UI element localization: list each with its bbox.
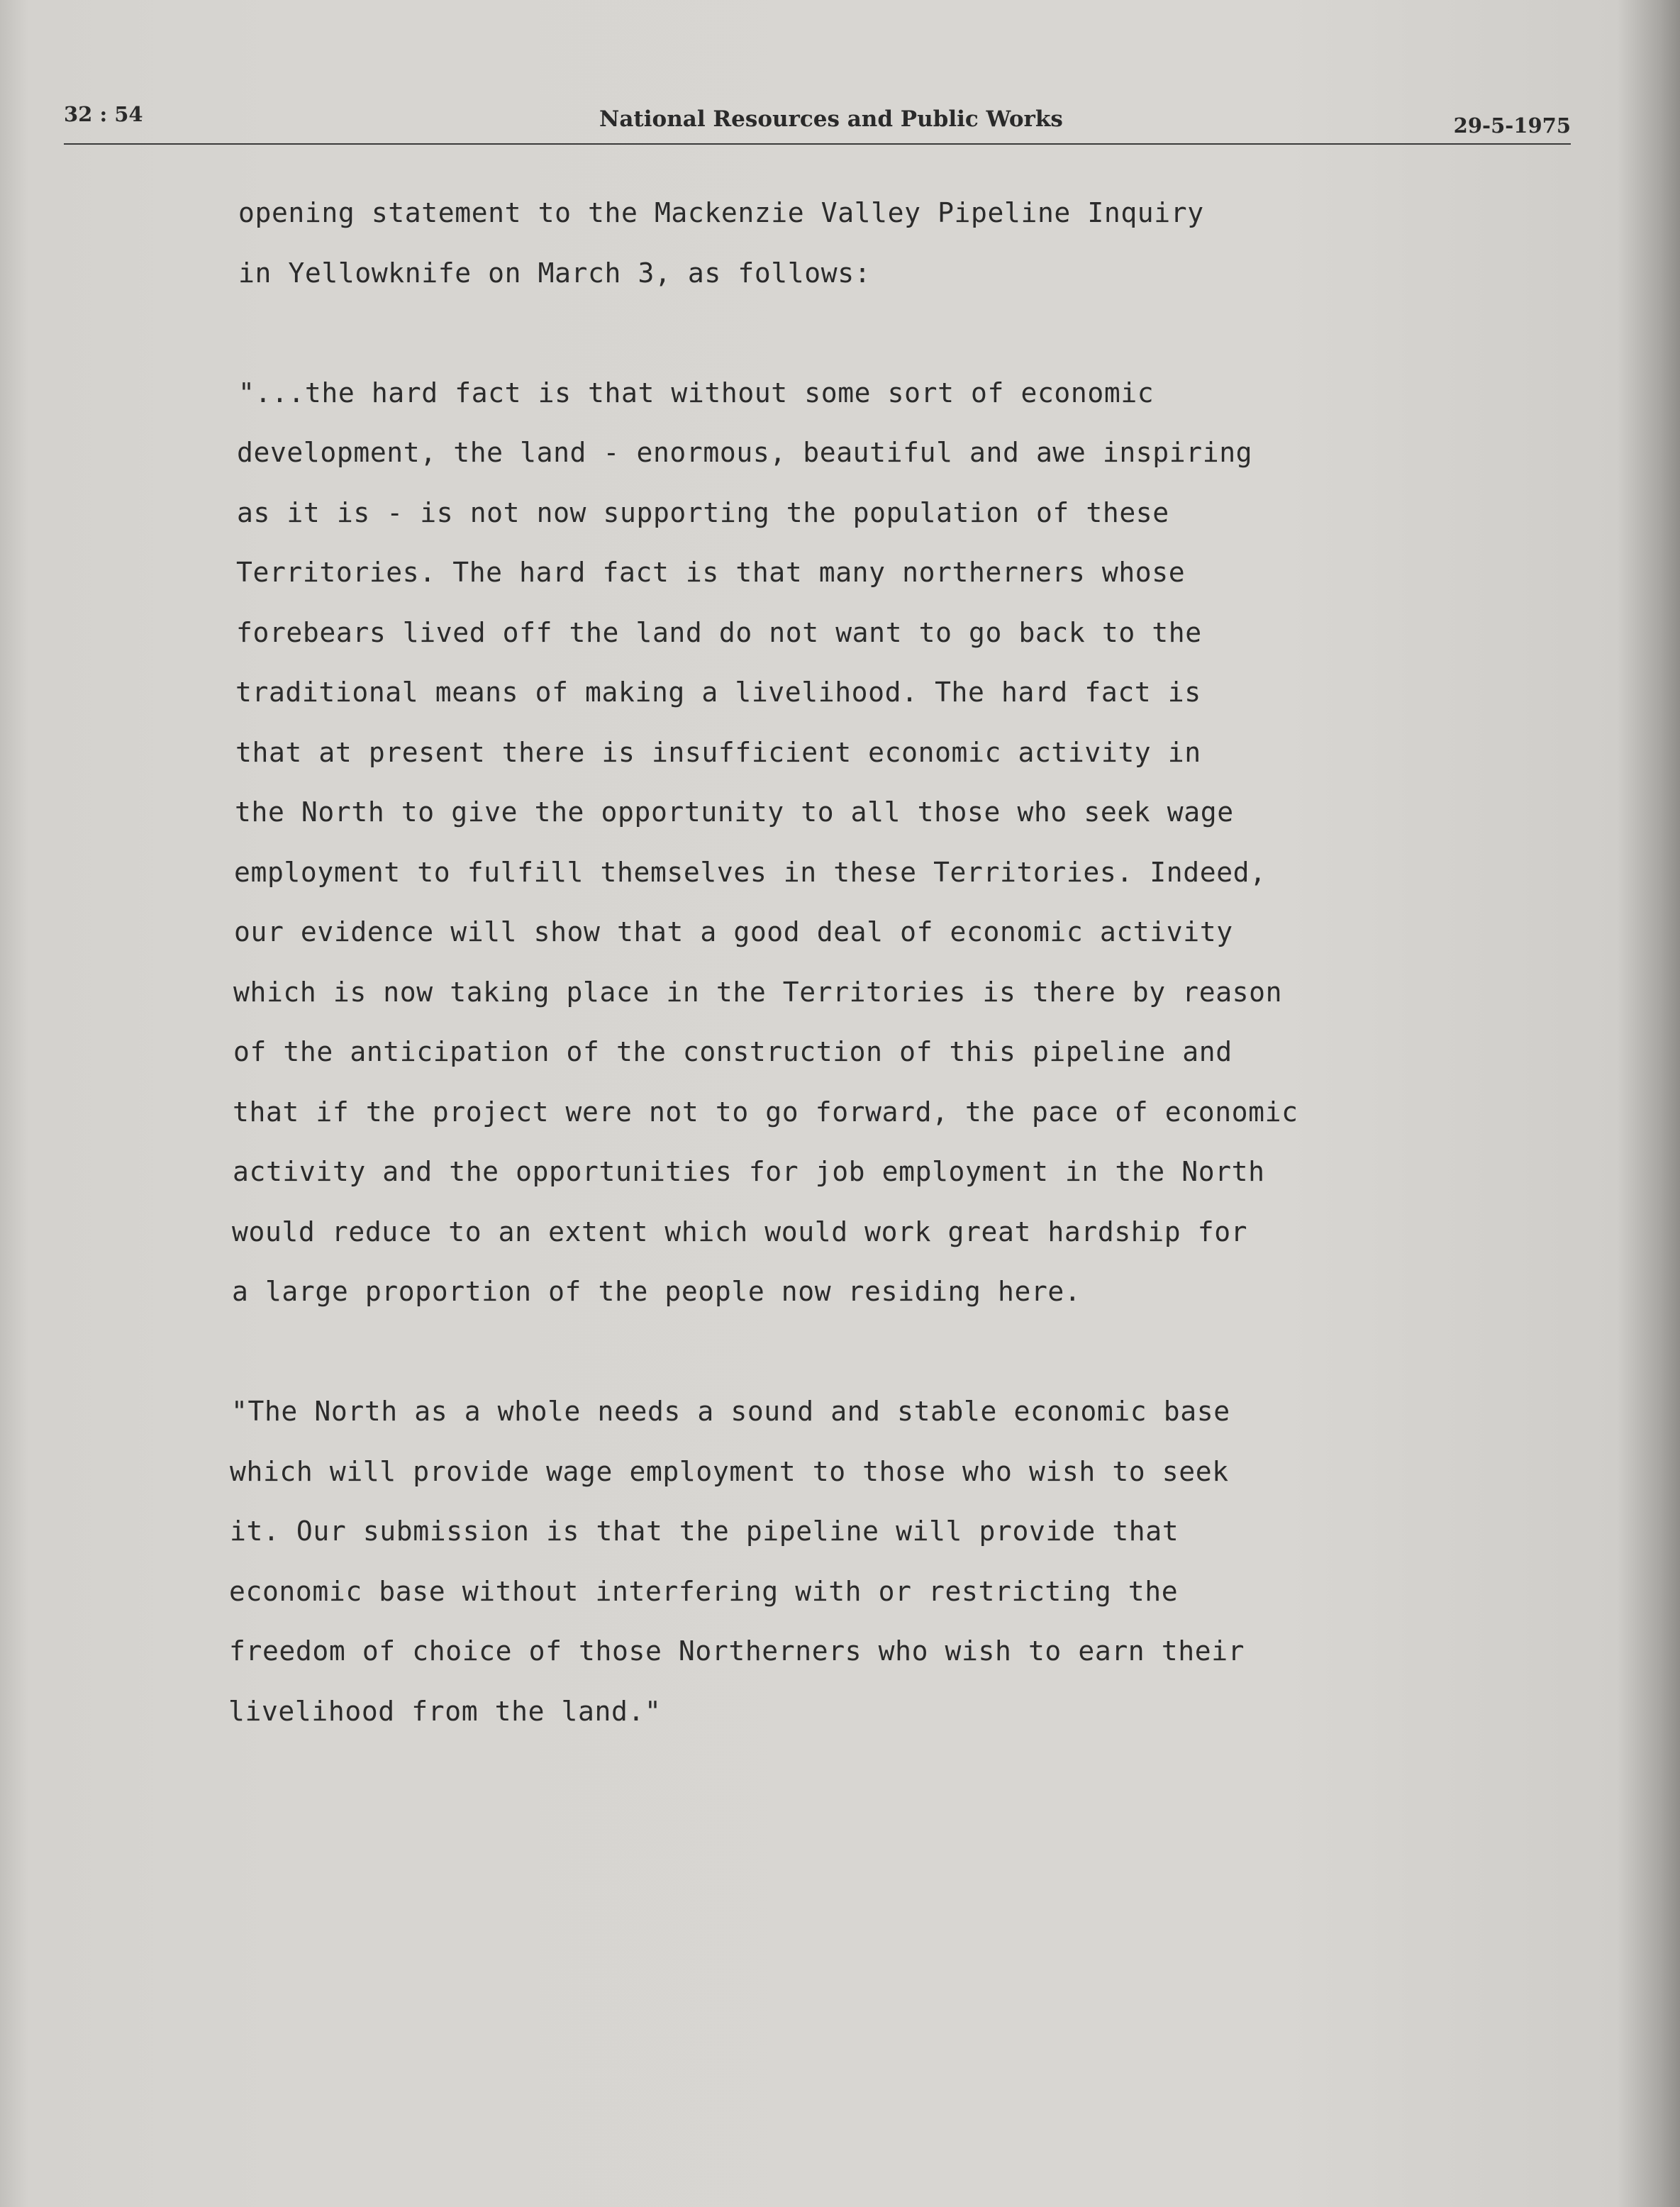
text-line: employment to fulfill themselves in these Territories. Indeed,	[234, 856, 1267, 888]
text-line: which is now taking place in the Territories is there by reason	[233, 976, 1283, 1008]
text-line: that at present there is insufficient economic activity in	[235, 736, 1201, 768]
text-line: our evidence will show that a good deal of economic activity	[234, 916, 1233, 947]
text-line: in Yellowknife on March 3, as follows:	[238, 257, 872, 289]
page-number: 32 : 54	[64, 102, 143, 126]
text-line: a large proportion of the people now residing here.	[232, 1276, 1081, 1307]
body-text	[227, 183, 1433, 1741]
quote-paragraph-2	[227, 1382, 1433, 1741]
quote-paragraph-1	[227, 363, 1433, 1322]
text-line: traditional means of making a livelihood. The hard fact is	[235, 677, 1201, 708]
section-title: National Resources and Public Works	[599, 106, 1063, 132]
text-line: the North to give the opportunity to all those who seek wage	[235, 796, 1234, 828]
text-line: "...the hard fact is that without some sort of economic	[238, 377, 1155, 408]
text-line: that if the project were not to go forward, the pace of economic	[233, 1096, 1298, 1128]
text-line: economic base without interfering with or restricting the	[229, 1575, 1179, 1607]
text-line: which will provide wage employment to those who wish to seek	[230, 1455, 1229, 1487]
text-line: opening statement to the Mackenzie Valley Pipeline Inquiry	[238, 197, 1204, 228]
text-line: livelihood from the land."	[228, 1695, 662, 1727]
text-line: Territories. The hard fact is that many northerners whose	[236, 557, 1186, 588]
text-line: freedom of choice of those Northerners who wish to earn their	[229, 1635, 1245, 1667]
text-line: would reduce to an extent which would work great hardship for	[232, 1216, 1248, 1247]
text-line: "The North as a whole needs a sound and stable economic base	[231, 1396, 1230, 1427]
text-line: development, the land - enormous, beautiful and awe inspiring	[237, 437, 1253, 468]
text-line: activity and the opportunities for job employment in the North	[233, 1156, 1265, 1187]
text-line: forebears lived off the land do not want to go back to the	[236, 616, 1202, 648]
text-line: it. Our submission is that the pipeline will provide that	[230, 1516, 1179, 1547]
page-header	[64, 98, 1571, 145]
intro-paragraph	[227, 183, 1433, 303]
text-line: of the anticipation of the construction of this pipeline and	[233, 1036, 1233, 1067]
text-line: as it is - is not now supporting the population of these	[237, 496, 1169, 528]
header-date: 29-5-1975	[1453, 113, 1571, 138]
